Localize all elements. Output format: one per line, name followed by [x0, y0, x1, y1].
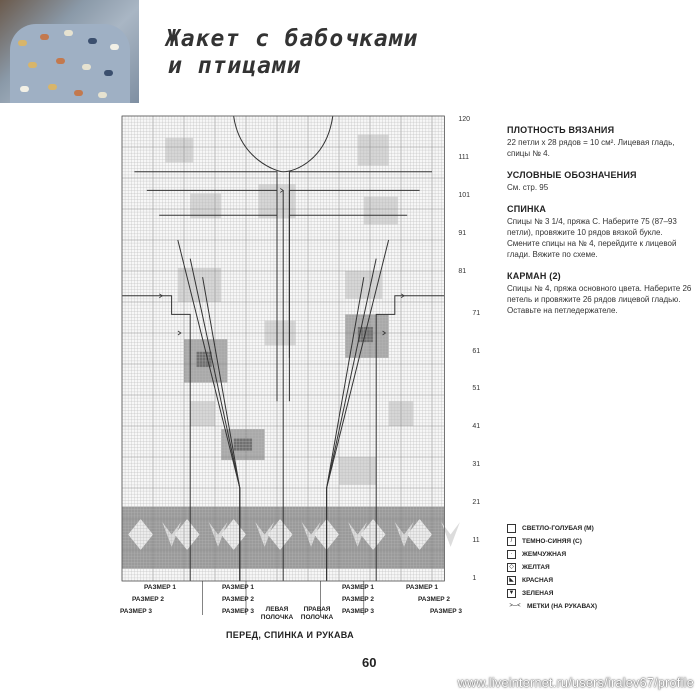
symbols-text: См. стр. 95	[507, 183, 549, 192]
row-number: 81	[458, 267, 467, 275]
butterfly-motif-icon	[88, 38, 97, 44]
symbols-title: УСЛОВНЫЕ ОБОЗНАЧЕНИЯ	[507, 170, 637, 180]
legend-label: СВЕТЛО-ГОЛУБАЯ (М)	[522, 525, 594, 532]
back-text: Спицы № 3 1/4, пряжа С. Наберите 75 (87–93 петли), провяжите 10 рядов вязкой букле. Смените спицы на № 4, перейдите к лицевой глади. Вяжите по схеме.	[507, 217, 677, 259]
page-title	[166, 26, 418, 80]
butterfly-motif-icon	[48, 84, 57, 90]
legend-label: МЕТКИ (НА РУКАВАХ)	[527, 603, 598, 610]
title-line-2: и птицами	[168, 53, 302, 79]
triangle-square-icon: ◣	[507, 576, 516, 585]
legend-label: ЖЕМЧУЖНАЯ	[522, 551, 567, 558]
title-line-1: Жакет с бабочками	[166, 26, 419, 52]
legend-label: ЗЕЛЕНАЯ	[522, 590, 554, 597]
gauge-text: 22 петли x 28 рядов = 10 см². Лицевая гладь, спицы № 4.	[507, 138, 675, 158]
legend-label: ТЕМНО-СИНЯЯ (С)	[522, 538, 582, 545]
back-section	[507, 204, 697, 260]
row-number: 101	[458, 191, 471, 199]
down-triangle-square-icon: ▼	[508, 590, 515, 596]
size-label: РАЗМЕР 2	[222, 596, 255, 603]
butterfly-motif-icon	[110, 44, 119, 50]
diamond-square-icon: ◇	[507, 563, 516, 572]
row-number: 111	[458, 153, 470, 161]
legend-item	[507, 600, 697, 613]
butterfly-wing-detail	[196, 352, 212, 368]
knitting-chart-grid	[110, 110, 490, 620]
size-label: РАЗМЕР 2	[418, 596, 451, 603]
legend-item	[507, 561, 697, 574]
row-number: 31	[472, 461, 481, 469]
sleeve-marks-icon: >─<	[509, 603, 521, 609]
butterfly-motif-icon	[20, 86, 29, 92]
size-label: РАЗМЕР 3	[342, 608, 375, 615]
size-label: РАЗМЕР 3	[222, 608, 255, 615]
slash-square-icon: /	[507, 537, 516, 546]
butterfly-motif-icon	[64, 30, 73, 36]
page-number: 60	[362, 655, 377, 670]
watermark: www.liveinternet.ru/users/iralev67/profile	[457, 676, 694, 690]
legend-item	[507, 522, 697, 535]
butterfly-motif-icon	[40, 34, 49, 40]
row-number: 120	[458, 116, 471, 123]
legend-item	[507, 535, 697, 548]
color-legend	[507, 522, 697, 613]
empty-square-icon	[507, 524, 516, 533]
size-label: РАЗМЕР 1	[342, 584, 375, 591]
butterfly-motif-icon	[104, 70, 113, 76]
row-number: 91	[458, 229, 467, 237]
pocket-text: Спицы № 4, пряжа основного цвета. Наберите 26 петель и провяжите 26 рядов лицевой гладью. Оставьте на петледержателе.	[507, 284, 692, 315]
right-front-label: ПРАВАЯ ПОЛОЧКА	[300, 606, 334, 621]
legend-item	[507, 548, 697, 561]
row-number: 61	[472, 347, 481, 355]
row-number: 1	[472, 575, 477, 582]
row-number: 71	[472, 309, 481, 317]
butterfly-motif-icon	[56, 58, 65, 64]
butterfly-motif-icon	[74, 90, 83, 96]
butterfly-motif-icon	[18, 40, 27, 46]
gauge-title: ПЛОТНОСТЬ ВЯЗАНИЯ	[507, 125, 615, 135]
dot-square-icon: ·	[507, 550, 516, 559]
size-label: РАЗМЕР 2	[132, 596, 165, 603]
left-front-label: ЛЕВАЯ ПОЛОЧКА	[260, 606, 294, 621]
garment-photo	[0, 0, 139, 103]
legend-label: КРАСНАЯ	[522, 577, 554, 584]
gauge-section	[507, 125, 697, 159]
row-number: 21	[472, 499, 481, 507]
butterfly-motif-icon	[28, 62, 37, 68]
size-label: РАЗМЕР 1	[222, 584, 255, 591]
size-label: РАЗМЕР 1	[406, 584, 439, 591]
legend-label: ЖЕЛТАЯ	[522, 564, 550, 571]
butterfly-motif-icon	[98, 92, 107, 98]
size-label: РАЗМЕР 1	[144, 584, 177, 591]
size-label: РАЗМЕР 2	[342, 596, 375, 603]
back-title: СПИНКА	[507, 204, 547, 214]
size-label: РАЗМЕР 3	[120, 608, 153, 615]
row-number: 41	[472, 423, 481, 431]
pocket-title: КАРМАН (2)	[507, 271, 561, 281]
pocket-section	[507, 271, 697, 316]
chart-caption: ПЕРЕД, СПИНКА И РУКАВА	[226, 630, 354, 640]
instructions	[507, 125, 697, 327]
knitting-chart	[110, 110, 490, 620]
legend-item	[507, 587, 697, 600]
bird-motif	[364, 197, 398, 225]
legend-item	[507, 574, 697, 587]
row-number: 51	[472, 385, 481, 393]
symbols-section	[507, 170, 697, 193]
row-number: 11	[472, 537, 480, 545]
butterfly-motif-icon	[82, 64, 91, 70]
size-label: РАЗМЕР 3	[430, 608, 463, 615]
